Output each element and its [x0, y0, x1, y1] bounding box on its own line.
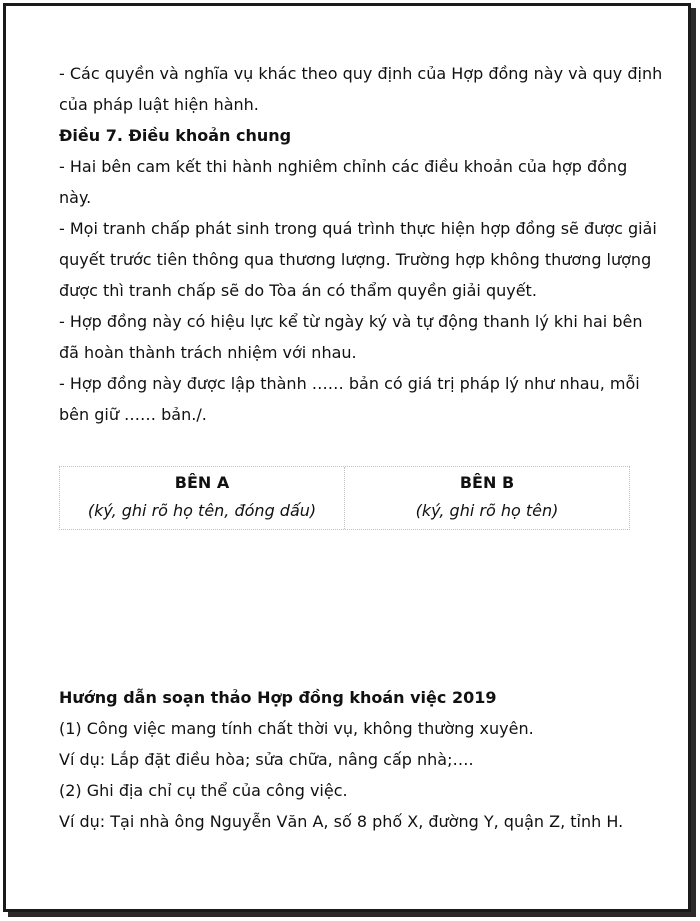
guide-title: Hướng dẫn soạn thảo Hợp đồng khoán việc 2019 — [59, 688, 497, 707]
guide-line: Ví dụ: Tại nhà ông Nguyễn Văn A, số 8 phố X, đường Y, quận Z, tỉnh H. — [59, 812, 624, 831]
guide-line: (1) Công việc mang tính chất thời vụ, không thường xuyên. — [59, 719, 534, 738]
paragraph-line: bên giữ …… bản./. — [59, 405, 207, 424]
paragraph-line: này. — [59, 188, 92, 207]
paragraph-line: quyết trước tiên thông qua thương lượng. Trường hợp không thương lượng — [59, 250, 652, 269]
signature-party-b — [344, 467, 629, 529]
signature-table — [59, 466, 630, 530]
paragraph-line: của pháp luật hiện hành. — [59, 95, 259, 114]
paragraph-line: - Mọi tranh chấp phát sinh trong quá trình thực hiện hợp đồng sẽ được giải — [59, 219, 657, 238]
drafting-guide — [59, 682, 659, 837]
guide-line: (2) Ghi địa chỉ cụ thể của công việc. — [59, 781, 348, 800]
party-b-note: (ký, ghi rõ họ tên) — [415, 501, 559, 520]
party-b-title: BÊN B — [459, 473, 515, 492]
contract-body — [59, 58, 663, 430]
signature-party-a — [60, 467, 344, 529]
article-heading: Điều 7. Điều khoản chung — [59, 126, 292, 145]
paragraph-line: - Hợp đồng này có hiệu lực kể từ ngày ký và tự động thanh lý khi hai bên — [59, 312, 643, 331]
paragraph-line: được thì tranh chấp sẽ do Tòa án có thẩm quyền giải quyết. — [59, 281, 537, 300]
party-a-note: (ký, ghi rõ họ tên, đóng dấu) — [87, 501, 317, 520]
paragraph-line: - Các quyền và nghĩa vụ khác theo quy định của Hợp đồng này và quy định — [59, 64, 663, 83]
paragraph-line: - Hai bên cam kết thi hành nghiêm chỉnh các điều khoản của hợp đồng — [59, 157, 628, 176]
guide-line: Ví dụ: Lắp đặt điều hòa; sửa chữa, nâng cấp nhà;…. — [59, 750, 474, 769]
paragraph-line: đã hoàn thành trách nhiệm với nhau. — [59, 343, 357, 362]
party-a-title: BÊN A — [174, 473, 230, 492]
paragraph-line: - Hợp đồng này được lập thành …… bản có giá trị pháp lý như nhau, mỗi — [59, 374, 640, 393]
